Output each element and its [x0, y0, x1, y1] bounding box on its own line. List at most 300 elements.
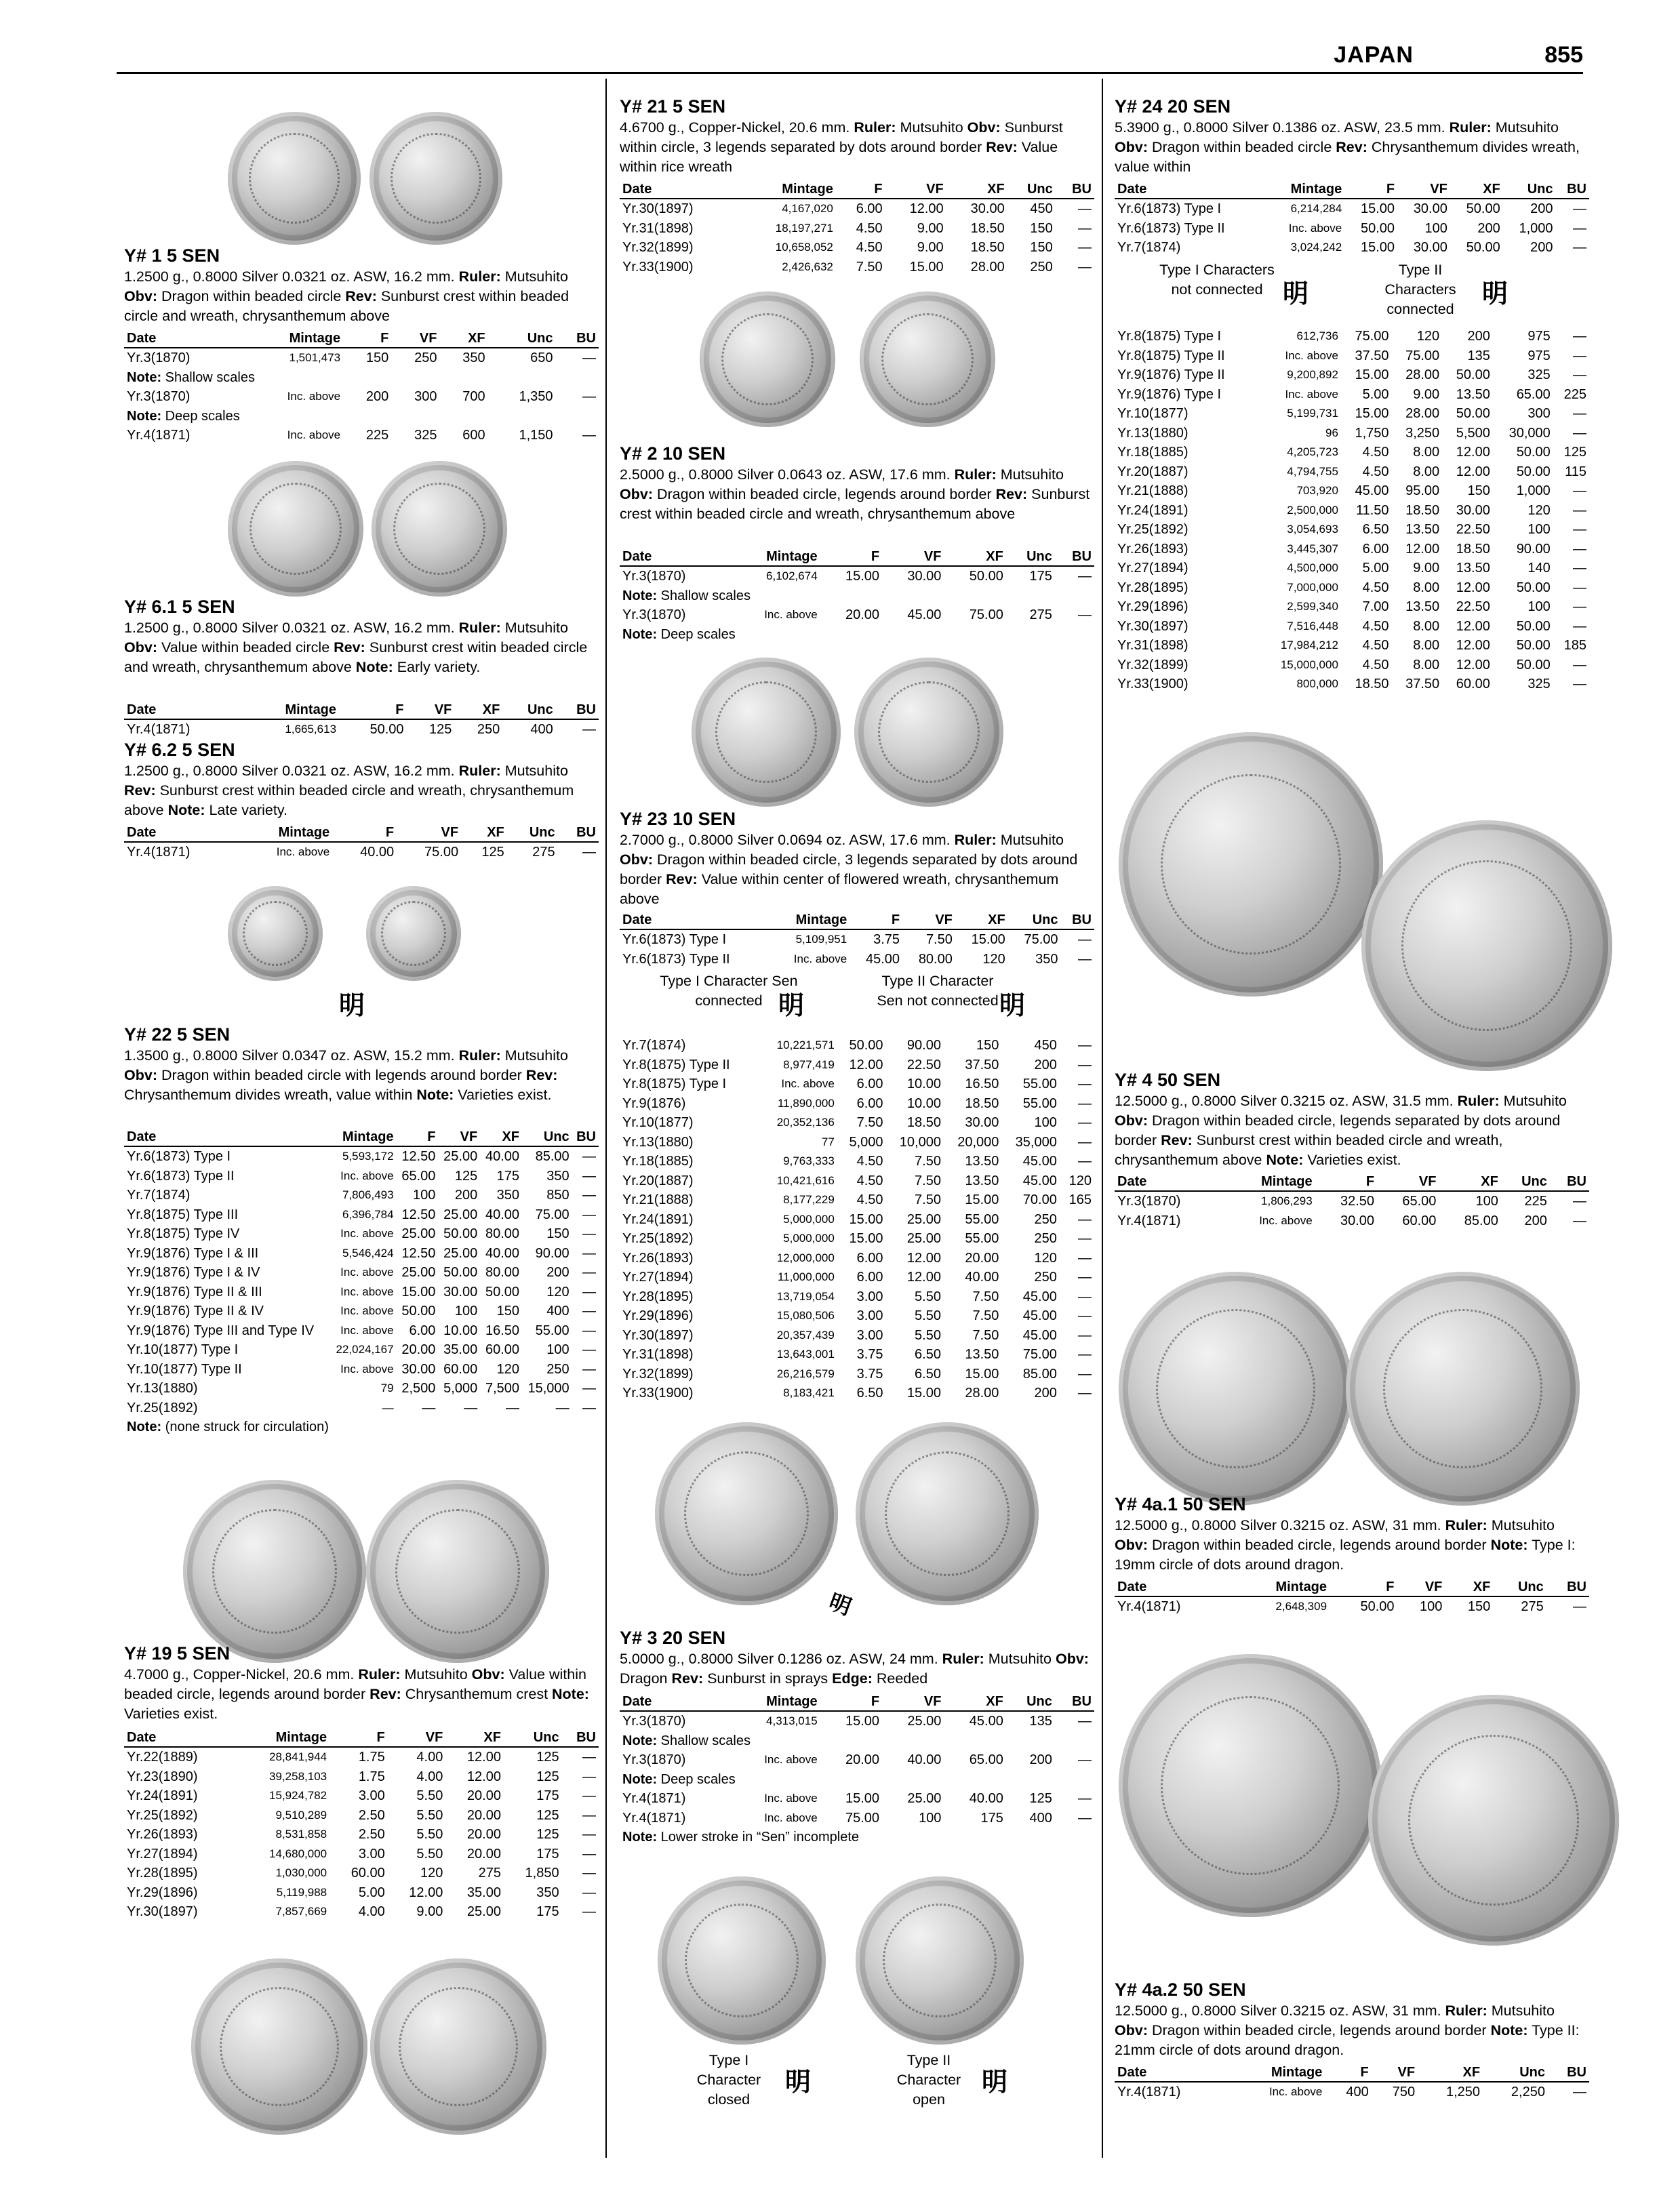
column-header: Date: [124, 1729, 237, 1747]
table-cell: 30.00: [401, 1361, 436, 1377]
table-cell: 4.00: [416, 1769, 443, 1784]
table-cell: 50.00: [1466, 240, 1500, 255]
table-cell: Inc. above: [1285, 348, 1338, 362]
table-cell: Yr.25(1892): [127, 1807, 198, 1823]
table-cell: 20.00: [466, 1846, 501, 1862]
table-cell: 15.00: [849, 1211, 883, 1227]
table-row: [1115, 481, 1589, 501]
table-cell: —: [1573, 677, 1586, 691]
table-cell: 4.50: [856, 240, 883, 255]
table-cell: 12.00: [1456, 464, 1490, 479]
table-note: Note: Lower stroke in “Sen” incomplete: [622, 1830, 860, 1845]
table-cell: 2,500,000: [1287, 503, 1338, 517]
table-cell: 20.00: [466, 1827, 501, 1842]
table-cell: 9.00: [1413, 561, 1440, 576]
table-cell: —: [582, 1846, 596, 1862]
table-cell: 250: [1030, 259, 1053, 275]
table-cell: Inc. above: [287, 428, 341, 441]
table-cell: 25.00: [443, 1245, 478, 1261]
table-cell: 5,500: [1456, 425, 1490, 441]
table-cell: Yr.18(1885): [622, 1154, 694, 1169]
table-cell: 4.50: [856, 1154, 883, 1169]
table-cell: 120: [1034, 1250, 1057, 1266]
table-cell: 150: [1030, 240, 1053, 255]
table-cell: —: [582, 1149, 596, 1164]
column-header: XF: [1445, 1578, 1493, 1596]
table-cell: 325: [1527, 677, 1551, 691]
table-cell: 125: [536, 1807, 559, 1823]
table-cell: 80.00: [918, 951, 953, 967]
table-cell: 55.00: [535, 1323, 570, 1338]
column-header: Mintage: [1223, 1173, 1315, 1191]
table-cell: 50.00: [969, 569, 1003, 584]
table-row: [1115, 2082, 1589, 2102]
mintage-table: [620, 548, 1094, 644]
table-cell: 3.00: [856, 1308, 883, 1323]
table-cell: Inc. above: [340, 1266, 394, 1279]
table-cell: —: [1078, 1077, 1092, 1091]
table-cell: 200: [1477, 220, 1500, 236]
table-cell: 8.00: [1413, 464, 1440, 479]
table-cell: 15.00: [971, 932, 1005, 947]
table-cell: 25.00: [906, 1231, 941, 1246]
table-cell: 50.00: [1516, 445, 1551, 460]
kanji-character: 明: [785, 2066, 812, 2097]
table-cell: 7.50: [915, 1173, 941, 1188]
table-cell: 55.00: [965, 1211, 999, 1227]
table-cell: 4.50: [1362, 445, 1389, 460]
table-row: [620, 950, 1094, 969]
entry-description: 5.3900 g., 0.8000 Silver 0.1386 oz. ASW, 23.5 mm. Ruler: Mutsuhito Obv: Dragon within beaded circle Rev: Chrysanthemum divides wreath, value within: [1115, 119, 1580, 175]
table-row: [620, 1249, 1094, 1268]
table-cell: 8.00: [1413, 657, 1440, 672]
table-cell: 10,221,571: [776, 1039, 835, 1051]
table-cell: 85.00: [535, 1149, 570, 1164]
table-note-row: [124, 407, 599, 426]
coin-image-obverse: [183, 1480, 366, 1663]
table-cell: 15.00: [909, 259, 944, 275]
table-cell: 6.00: [856, 1250, 883, 1266]
table-cell: —: [1573, 657, 1586, 672]
column-header: VF: [1397, 1578, 1445, 1596]
kanji-character: 明: [825, 1588, 855, 1621]
table-cell: 85.00: [1022, 1366, 1057, 1382]
table-cell: —: [582, 1885, 596, 1900]
table-cell: Yr.10(1877) Type I: [127, 1342, 239, 1357]
entry-description: 1.2500 g., 0.8000 Silver 0.0321 oz. ASW, 16.2 mm. Ruler: Mutsuhito Rev: Sunburst crest within beaded circle and wreath, chrysanthemum above Note: Late variety.: [124, 763, 574, 818]
table-cell: Yr.6(1873) Type I: [622, 932, 727, 947]
entry-title: Y# 19 5 SEN: [124, 1643, 231, 1664]
table-cell: 28.00: [965, 1386, 999, 1401]
table-cell: Yr.3(1870): [622, 569, 686, 584]
coin-image-obverse: [228, 461, 363, 597]
entry-description: 1.2500 g., 0.8000 Silver 0.0321 oz. ASW, 16.2 mm. Ruler: Mutsuhito Obv: Value within beaded circle Rev: Sunburst crest witin beaded circle and wreath, chrysanthemum above Note: Early variety.: [124, 620, 588, 675]
table-cell: 11,000,000: [777, 1270, 835, 1283]
coin-image-obverse: [658, 1876, 826, 2045]
coin-image-obverse: [191, 1958, 367, 2135]
table-cell: —: [582, 1226, 596, 1241]
coin-image-obverse: [1119, 732, 1383, 997]
table-cell: Yr.8(1875) Type II: [1117, 348, 1225, 363]
table-cell: 2,250: [1511, 2085, 1545, 2099]
table-row: [124, 1806, 599, 1826]
table-cell: 75.00: [424, 845, 459, 860]
table-row: [620, 199, 1094, 219]
column-header: Unc: [1006, 548, 1055, 566]
table-cell: 50.00: [485, 1284, 520, 1300]
table-cell: 6.00: [856, 201, 883, 216]
column-header: Date: [124, 329, 242, 348]
table-cell: Yr.29(1896): [127, 1885, 198, 1900]
table-cell: Yr.27(1894): [127, 1846, 198, 1862]
table-cell: 612,736: [1296, 329, 1338, 342]
column-header: F: [1325, 2064, 1371, 2082]
table-cell: 150: [365, 350, 389, 365]
table-row: [124, 1263, 599, 1283]
table-cell: —: [582, 845, 596, 860]
table-cell: 200: [1530, 240, 1553, 255]
table-row: [620, 1152, 1094, 1171]
column-header: XF: [946, 180, 1007, 199]
table-cell: 8,183,421: [783, 1386, 835, 1399]
table-cell: —: [582, 1188, 596, 1203]
column-header: Unc: [1008, 911, 1061, 929]
table-cell: 250: [1034, 1231, 1057, 1246]
table-cell: 12.00: [1456, 580, 1490, 595]
table-row: [124, 426, 599, 445]
table-cell: 275: [532, 845, 555, 860]
table-cell: 100: [1034, 1115, 1057, 1130]
coin-image-reverse: [856, 1422, 1039, 1605]
table-cell: 15.00: [845, 1791, 880, 1806]
table-cell: 26,216,579: [776, 1367, 835, 1380]
coin-image-reverse: [372, 461, 507, 597]
table-cell: Yr.26(1893): [622, 1250, 694, 1266]
table-cell: 7.50: [856, 1115, 883, 1130]
table-header-row: [124, 329, 599, 348]
column-header: F: [1344, 180, 1397, 199]
coin-image-obverse: [228, 112, 361, 245]
table-cell: 5,546,424: [342, 1246, 394, 1260]
table-cell: 5.50: [416, 1807, 443, 1823]
column-header: Mintage: [738, 180, 835, 199]
table-cell: —: [555, 1400, 570, 1415]
table-cell: 4.00: [358, 1904, 385, 1919]
table-cell: —: [582, 1342, 596, 1357]
table-cell: 40.00: [360, 845, 395, 860]
table-cell: Yr.8(1875) Type I: [1117, 329, 1222, 344]
kanji-character: 明: [982, 2066, 1008, 2097]
coin-image-obverse: [692, 658, 841, 807]
table-cell: 100: [919, 1810, 942, 1826]
table-cell: 7,500: [485, 1381, 520, 1396]
table-row: [1115, 520, 1589, 540]
table-cell: 350: [1035, 951, 1058, 967]
table-cell: —: [582, 1750, 596, 1765]
table-cell: 45.00: [1022, 1327, 1057, 1343]
table-cell: 4.50: [1362, 638, 1389, 653]
table-cell: Yr.32(1899): [622, 240, 694, 255]
table-cell: 150: [1467, 1599, 1491, 1614]
mintage-table: [1115, 1578, 1589, 1617]
table-cell: 60.00: [1402, 1213, 1437, 1228]
table-cell: Inc. above: [1285, 387, 1338, 401]
table-cell: 12.00: [906, 1250, 941, 1266]
table-cell: 9.00: [1413, 386, 1440, 402]
table-cell: —: [1573, 522, 1586, 537]
table-cell: 39,258,103: [269, 1769, 327, 1783]
table-row: [620, 1055, 1094, 1075]
table-row: [124, 1902, 599, 1922]
column-header: F: [820, 1693, 882, 1711]
table-cell: 16.50: [965, 1077, 999, 1091]
table-cell: 1,250: [1445, 2085, 1481, 2099]
table-row: [1115, 1191, 1589, 1211]
column-header: VF: [1372, 2064, 1418, 2082]
table-row: [620, 1326, 1094, 1346]
table-row: [620, 1074, 1094, 1094]
table-cell: —: [1078, 1250, 1092, 1266]
table-cell: 6.00: [856, 1095, 883, 1111]
table-cell: —: [1078, 1115, 1092, 1130]
table-note-row: [124, 368, 599, 388]
column-header: Mintage: [237, 1729, 329, 1747]
table-cell: 50.00: [1456, 367, 1490, 382]
table-cell: 15.00: [849, 1231, 883, 1246]
table-cell: 200: [1530, 201, 1553, 216]
table-cell: Yr.22(1889): [127, 1750, 198, 1765]
table-cell: Yr.30(1897): [622, 1327, 694, 1343]
table-header-row: [1115, 2064, 1589, 2082]
table-row: [620, 1345, 1094, 1365]
table-row: [124, 348, 599, 368]
table-cell: Yr.25(1892): [622, 1231, 694, 1246]
table-cell: 60.00: [1456, 677, 1490, 691]
table-cell: 30,000: [1509, 425, 1551, 441]
column-header: BU: [562, 1729, 599, 1747]
table-cell: 175: [536, 1788, 559, 1803]
table-row: [124, 1399, 599, 1418]
table-cell: —: [1573, 580, 1586, 595]
table-cell: Yr.9(1876) Type II & III: [127, 1284, 262, 1300]
mintage-table: [1115, 327, 1589, 694]
table-cell: 25.00: [907, 1714, 942, 1729]
type-label: Type I Characters not connected: [1159, 262, 1275, 298]
table-header-row: [620, 548, 1094, 566]
table-cell: Yr.3(1870): [127, 350, 191, 365]
table-cell: Yr.6(1873) Type II: [622, 951, 730, 967]
column-header: BU: [556, 329, 599, 348]
table-cell: 7.50: [972, 1327, 999, 1343]
column-header: BU: [1055, 548, 1094, 566]
column-header: VF: [1397, 180, 1450, 199]
table-cell: —: [1078, 569, 1092, 584]
table-header-row: [620, 1693, 1094, 1711]
table-cell: Yr.8(1875) Type I: [622, 1077, 727, 1091]
table-cell: Inc. above: [340, 1169, 394, 1182]
table-cell: 4,500,000: [1287, 561, 1338, 574]
table-cell: —: [582, 389, 596, 404]
table-cell: Inc. above: [340, 1227, 394, 1240]
table-cell: 85.00: [1464, 1213, 1498, 1228]
table-cell: Yr.9(1876) Type II & IV: [127, 1304, 264, 1319]
table-row: [1115, 443, 1589, 462]
table-cell: 12.00: [1405, 541, 1440, 557]
table-cell: Yr.21(1888): [622, 1192, 694, 1207]
table-cell: —: [1573, 541, 1586, 557]
table-cell: 45.00: [1022, 1308, 1057, 1323]
table-cell: 9.00: [917, 240, 944, 255]
table-row: [1115, 597, 1589, 617]
table-cell: 5,000,000: [783, 1232, 835, 1245]
table-cell: —: [382, 1401, 394, 1414]
table-cell: 350: [546, 1168, 570, 1184]
table-note: Note: Deep scales: [622, 626, 736, 642]
table-cell: 30.00: [907, 569, 942, 584]
table-cell: 35.00: [466, 1885, 501, 1900]
entry-title: Y# 23 10 SEN: [620, 809, 736, 829]
table-cell: —: [422, 1400, 436, 1415]
coin-image-obverse: [655, 1422, 838, 1605]
table-cell: 1,750: [1355, 425, 1389, 441]
table-cell: 200: [1034, 1057, 1057, 1072]
column-header: F: [397, 1128, 439, 1146]
table-cell: 135: [1467, 348, 1490, 363]
table-cell: 50.00: [1456, 406, 1490, 421]
table-cell: 1.75: [358, 1750, 385, 1765]
table-cell: —: [1078, 1347, 1092, 1362]
table-cell: Yr.3(1870): [622, 1752, 686, 1767]
table-cell: Yr.6(1873) Type I: [1117, 201, 1222, 216]
table-cell: 120: [496, 1361, 520, 1377]
table-cell: Yr.31(1898): [1117, 638, 1188, 653]
table-cell: —: [1573, 483, 1586, 498]
table-cell: 18.50: [1405, 502, 1440, 518]
column-header: Unc: [507, 824, 558, 842]
table-cell: 12.00: [409, 1885, 443, 1900]
table-cell: 20,000: [957, 1134, 999, 1150]
column-header: Mintage: [329, 1128, 396, 1146]
kanji-character: 明: [1482, 278, 1509, 308]
table-cell: —: [582, 1168, 596, 1184]
table-cell: 75.00: [845, 1810, 880, 1826]
column-header: F: [329, 1729, 388, 1747]
table-cell: 20.00: [845, 607, 880, 622]
table-cell: 100: [546, 1342, 570, 1357]
table-cell: 35,000: [1015, 1134, 1057, 1150]
table-cell: 3.00: [856, 1327, 883, 1343]
table-cell: 15.00: [845, 1714, 880, 1729]
column-header: BU: [1061, 911, 1094, 929]
table-cell: 250: [477, 722, 500, 737]
table-cell: 25.00: [466, 1904, 501, 1919]
table-cell: 37.50: [1405, 677, 1440, 691]
table-cell: 4.50: [1362, 618, 1389, 634]
table-header-row: [124, 701, 599, 719]
table-cell: —: [1078, 259, 1092, 275]
table-cell: —: [1573, 406, 1586, 421]
type-label: Type II Character open: [896, 2052, 961, 2108]
table-cell: 50.00: [401, 1304, 436, 1319]
column-header: VF: [882, 1693, 944, 1711]
table-cell: 30.00: [443, 1284, 478, 1300]
table-cell: 45.00: [907, 607, 942, 622]
table-cell: Inc. above: [764, 608, 818, 621]
table-cell: 4.50: [856, 220, 883, 236]
table-cell: 15.00: [906, 1386, 941, 1401]
table-cell: —: [582, 1361, 596, 1377]
column-header: Mintage: [1233, 1578, 1330, 1596]
table-cell: 3,250: [1405, 425, 1440, 441]
kanji-character: 明: [778, 990, 805, 1020]
table-cell: 28.00: [1405, 367, 1440, 382]
table-cell: 4,205,723: [1287, 445, 1338, 458]
column-header: F: [1315, 1173, 1377, 1191]
table-cell: 135: [1029, 1714, 1052, 1729]
table-row: [124, 1786, 599, 1806]
table-cell: —: [1573, 240, 1586, 255]
column-header: BU: [572, 1128, 599, 1146]
table-row: [1115, 656, 1589, 675]
table-cell: 60.00: [443, 1361, 478, 1377]
table-cell: Inc. above: [340, 1362, 394, 1375]
table-row: [620, 1133, 1094, 1152]
table-cell: 37.50: [1355, 348, 1389, 363]
column-header: VF: [388, 1729, 446, 1747]
table-cell: 65.00: [401, 1168, 436, 1184]
column-header: Mintage: [242, 701, 339, 719]
table-row: [1115, 1596, 1589, 1617]
table-cell: Yr.28(1895): [622, 1289, 694, 1304]
table-cell: 9.00: [416, 1904, 443, 1919]
table-cell: 115: [1565, 464, 1586, 479]
table-row: [620, 1210, 1094, 1230]
table-row: [1115, 1211, 1589, 1231]
page-header: [117, 38, 1583, 74]
column-header: Mintage: [771, 911, 850, 929]
table-row: [1115, 346, 1589, 366]
table-cell: Yr.29(1896): [622, 1308, 694, 1323]
table-cell: 175: [536, 1904, 559, 1919]
table-cell: 25.00: [443, 1207, 478, 1222]
table-cell: 150: [496, 1304, 520, 1319]
table-cell: 6.00: [856, 1077, 883, 1091]
column-header: BU: [1546, 1578, 1589, 1596]
table-cell: 50.00: [1516, 638, 1551, 653]
table-cell: 55.00: [1022, 1095, 1057, 1111]
table-cell: 225: [1524, 1194, 1547, 1209]
table-cell: —: [582, 428, 596, 443]
table-cell: 2,500: [401, 1381, 436, 1396]
table-cell: 45.00: [865, 951, 900, 967]
table-row: [620, 1384, 1094, 1403]
table-cell: 200: [546, 1265, 570, 1280]
table-header-row: [620, 911, 1094, 929]
table-cell: 28.00: [970, 259, 1005, 275]
entry-title: Y# 4a.1 50 SEN: [1115, 1494, 1246, 1514]
table-cell: 8,177,229: [783, 1193, 835, 1206]
table-cell: 150: [546, 1226, 570, 1241]
table-cell: 15.00: [1355, 367, 1389, 382]
table-cell: Yr.9(1876) Type III and Type IV: [127, 1323, 315, 1338]
table-cell: 175: [1029, 569, 1052, 584]
table-cell: Yr.27(1894): [622, 1270, 694, 1285]
column-header: Mintage: [1266, 180, 1344, 199]
table-cell: 125: [1563, 445, 1586, 460]
column-header: XF: [454, 701, 502, 719]
table-row: [620, 238, 1094, 258]
table-cell: 15.00: [1360, 201, 1395, 216]
